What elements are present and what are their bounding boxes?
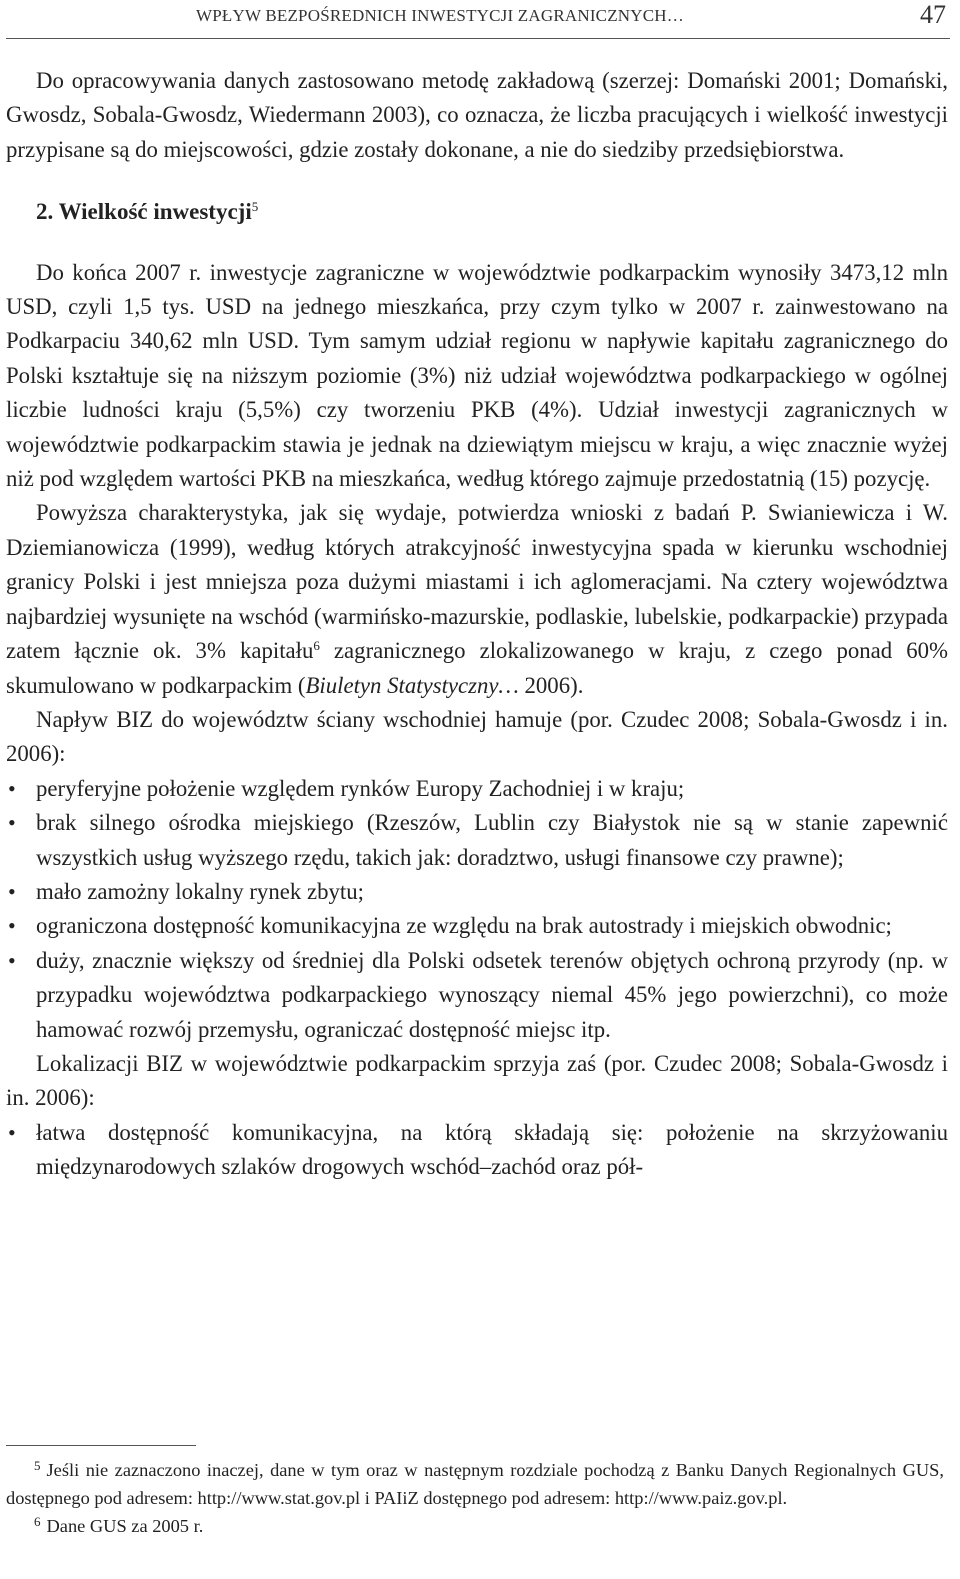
paragraph-location: Lokalizacji BIZ w województwie podkarpackim sprzyja zaś (por. Czudec 2008; Sobala-Gwosdz i in. 2006): [6,1050,948,1111]
footnote-5 [6,1456,944,1512]
citation-year: 2006). [518,672,584,698]
section-title: 2. Wielkość inwestycji [36,199,252,225]
paragraph-inflow: Napływ BIZ do województw ściany wschodniej hamuje (por. Czudec 2008; Sobala-Gwosdz i in. 2006): [6,706,948,767]
list-item: • mało zamożny lokalny rynek zbytu; [6,875,948,909]
page-number: 47 [920,0,946,29]
main-text [6,64,948,1185]
header-rule [6,38,950,39]
list-item: • duży, znacznie większy od średniej dla Polski odsetek terenów objętych ochroną przyrody (np. w przypadku województwa podkarpackiego wynoszący niemal 45% jego powierzchni), co może hamować rozwój przemysłu, ograniczać dostępność miejsc itp. [6,944,948,1047]
paragraph-investment-size: Do końca 2007 r. inwestycje zagraniczne w województwie podkarpackim wynosiły 3473,12 mln USD, czyli 1,5 tys. USD na jednego mieszkańca, przy czym tylko w 2007 r. zainwestowano na Podkarpaciu 340,62 mln USD. Tym samym udział regionu w napływie kapitału zagranicznego do Polski kształtuje się na niższym poziomie (3%) niż udział województwa podkarpackiego w ogólnej liczbie ludności kraju (5,5%) czy tworzeniu PKB (4%). Udział inwestycji zagranicznych w województwie podkarpackim stawia je jednak na dziewiątym miejscu w kraju, a więc znacznie wyżej niż pod względem wartości PKB na mieszkańca, według którego zajmuje przedostatnią (15) pozycję. [6,259,948,492]
footnote-text: Dane GUS za 2005 r. [46,1516,204,1536]
paragraph-characteristics [6,496,948,702]
section-heading [6,195,948,229]
page-header [0,0,960,38]
list-item: • brak silnego ośrodka miejskiego (Rzeszów, Lublin czy Białystok nie są w stanie zapewnić wszystkich usług wyższego rzędu, takich jak: doradztwo, usługi finansowe czy prawne); [6,806,948,875]
footnote-ref-5[interactable]: 5 [251,199,259,215]
advantages-list [6,1116,948,1185]
footnote-text: Jeśli nie zaznaczono inaczej, dane w tym oraz w następnym rozdziale pochodzą z Banku Danych Regionalnych GUS, dostępnego pod adresem: http://www.stat.gov.pl i PAIiZ dostępnego pod adresem: http://www.paiz.gov.pl. [6,1460,944,1508]
footnote-ref-6[interactable]: 6 [313,638,320,654]
barriers-list [6,772,948,1047]
citation-title: Biuletyn Statystyczny… [305,672,519,698]
list-item: • ograniczona dostępność komunikacyjna ze względu na brak autostrady i miejskich obwodnic; [6,909,948,943]
running-head: WPŁYW BEZPOŚREDNICH INWESTYCJI ZAGRANICZNYCH… [196,6,684,25]
footnote-number: 6 [34,1514,41,1529]
paragraph-characteristics-text-2: zagranicznego zlokalizowanego w kraju, z czego ponad 60% skumulowano w podkarpackim ( [6,638,948,698]
footnote-number: 5 [34,1458,41,1473]
footnotes [6,1456,944,1540]
footnote-6 [6,1512,944,1540]
footnote-rule [6,1445,196,1446]
paragraph-method: Do opracowywania danych zastosowano metodę zakładową (szerzej: Domański 2001; Domański, Gwosdz, Sobala-Gwosdz, Wiedermann 2003), co oznacza, że liczba pracujących i wielkość inwestycji przypisane są do miejscowości, gdzie zostały dokonane, a nie do siedziby przedsiębiorstwa. [6,68,948,162]
list-item: • łatwa dostępność komunikacyjna, na którą składają się: położenie na skrzyżowaniu międzynarodowych szlaków drogowych wschód–zachód oraz pół- [6,1116,948,1185]
list-item: • peryferyjne położenie względem rynków Europy Zachodniej i w kraju; [6,772,948,806]
paragraph-characteristics-text: Powyższa charakterystyka, jak się wydaje, potwierdza wnioski z badań P. Swianiewicza i W. Dziemianowicza (1999), według których atrakcyjność inwestycyjna spada w kierunku wschodniej granicy Polski i jest mniejsza poza dużymi miastami i ich aglomeracjami. Na cztery województwa najbardziej wysunięte na wschód (warmińsko-mazurskie, podlaskie, lubelskie, podkarpackie) przypada zatem łącznie ok. 3% kapitału [6,500,948,664]
